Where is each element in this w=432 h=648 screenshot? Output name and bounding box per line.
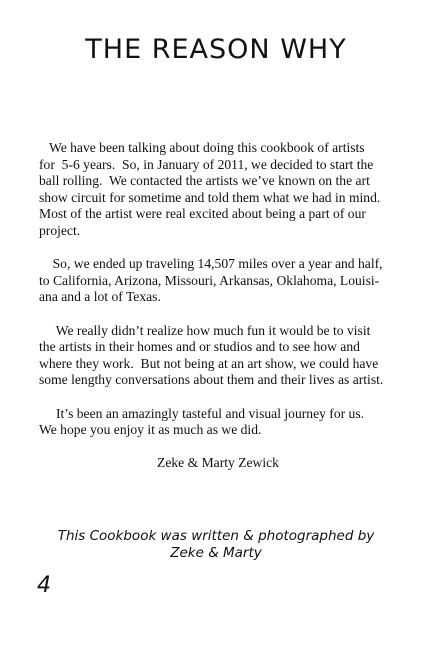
text-line: show circuit for sometime and told them what we had in mind. [39,189,381,205]
text-line: ball rolling. We contacted the artists we’ve known on the art [39,173,370,189]
paragraph-visits [39,323,397,389]
credit-line-1: This Cookbook was written & photographed by [57,528,375,544]
text-line: the artists in their homes and or studios and to see how and [39,339,360,355]
text-line: some lengthy conversations about them and their lives as artist. [39,372,384,388]
text-line: We have been talking about doing this cookbook of artists [39,140,365,155]
text-line: We hope you enjoy it as much as we did. [39,422,262,438]
text-line: We really didn’t realize how much fun it would be to visit [39,322,371,338]
photo-credit [0,528,432,562]
body-text [39,140,397,472]
page-title: THE REASON WHY [85,34,347,65]
text-line: project. [39,222,81,238]
signature: Zeke & Marty Zewick [157,455,279,471]
text-line: for 5-6 years. So, in January of 2011, we decided to start the [39,156,374,172]
paragraph-travel [39,256,397,306]
text-line: ana and a lot of Texas. [39,289,161,305]
page-number: 4 [37,573,51,598]
text-line: It’s been an amazingly tasteful and visual journey for us. [39,405,365,421]
text-line: to California, Arizona, Missouri, Arkansas, Oklahoma, Louisi- [39,272,380,288]
paragraph-closing [39,406,397,439]
paragraph-intro [39,140,397,240]
text-line: Most of the artist were real excited about being a part of our [39,206,366,222]
text-line: So, we ended up traveling 14,507 miles over a year and half, [39,256,383,272]
text-line: where they work. But not being at an art show, we could have [39,355,379,371]
credit-line-2: Zeke & Marty [170,545,262,561]
